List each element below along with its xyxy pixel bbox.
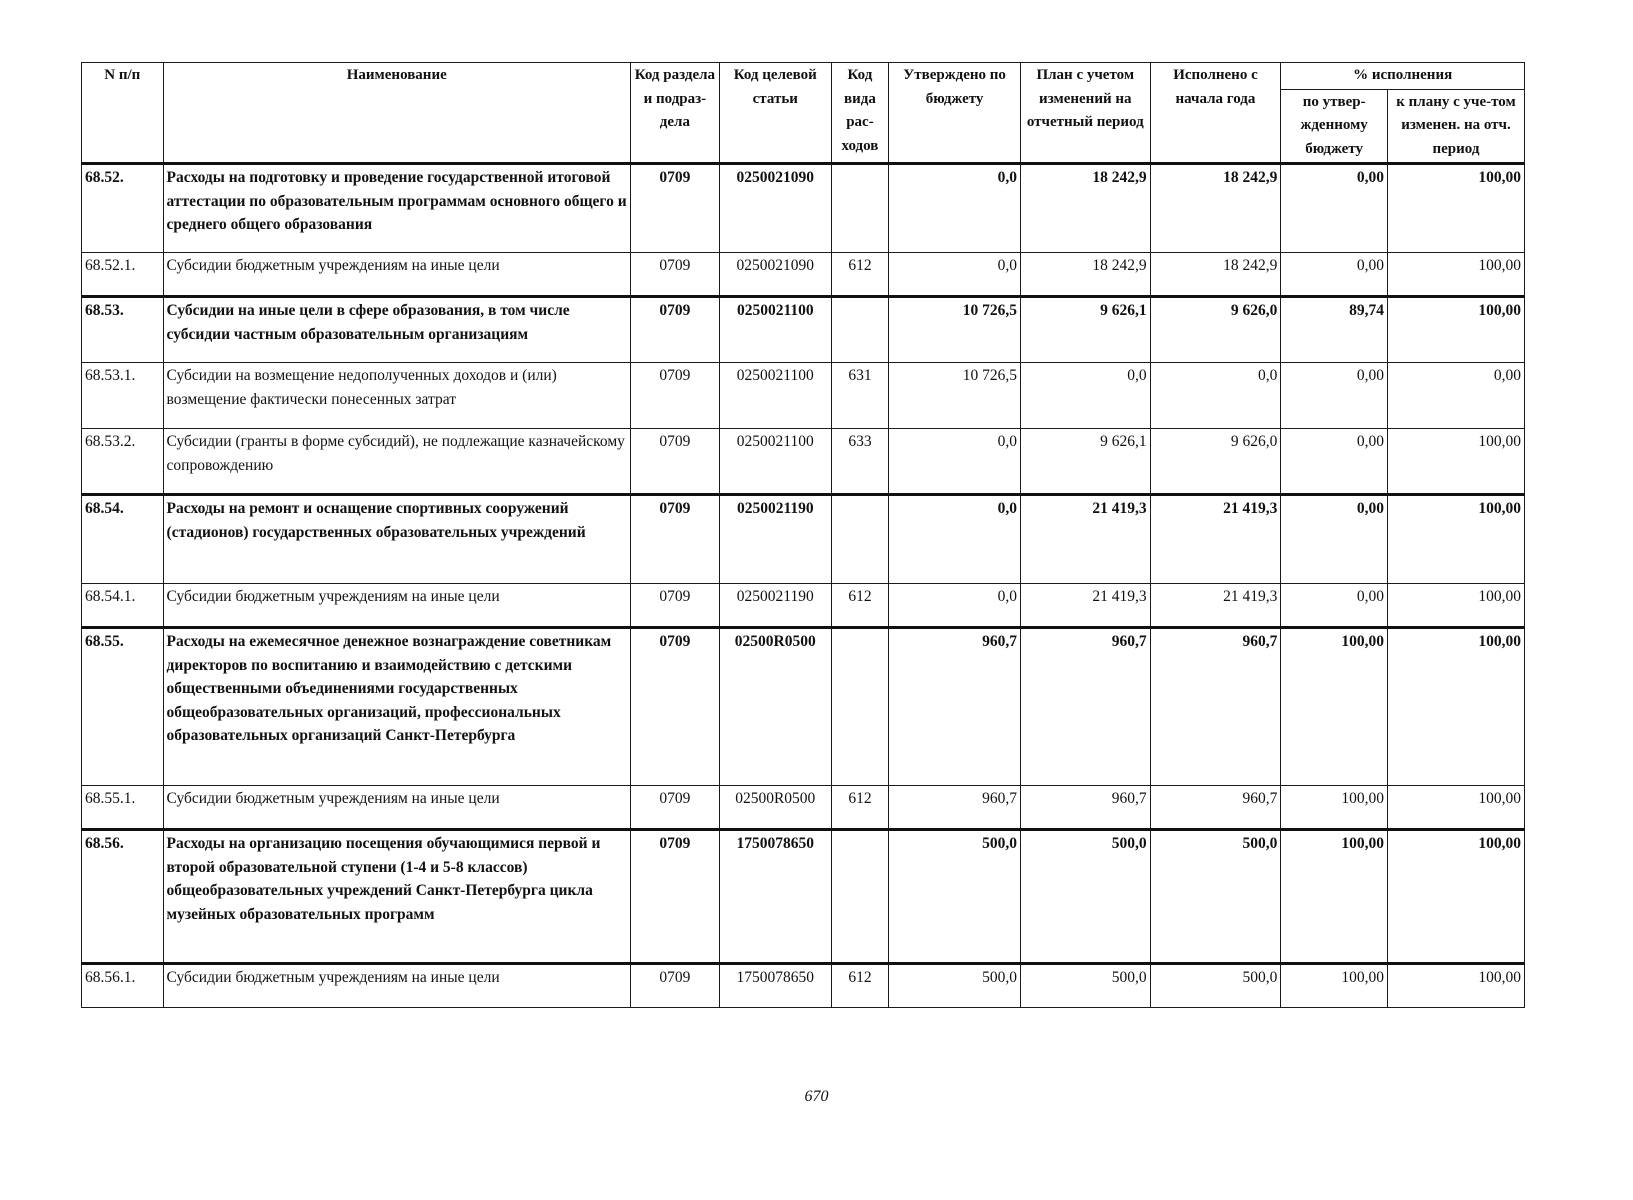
row-executed: 9 626,0 <box>1150 297 1281 363</box>
row-pct-approved: 0,00 <box>1281 495 1388 584</box>
row-approved: 960,7 <box>889 786 1021 830</box>
row-target-code: 02500R0500 <box>719 786 831 830</box>
row-kind-code: 612 <box>831 584 889 628</box>
row-executed: 21 419,3 <box>1150 495 1281 584</box>
row-approved: 10 726,5 <box>889 297 1021 363</box>
row-pct-approved: 0,00 <box>1281 164 1388 253</box>
header-pct-plan: к плану с уче-том изменен. на отч. период <box>1387 89 1524 164</box>
row-pct-plan: 100,00 <box>1387 584 1524 628</box>
table-row <box>82 363 1525 429</box>
row-section-code: 0709 <box>630 363 719 429</box>
table-header <box>82 63 1525 164</box>
header-num: N п/п <box>82 63 164 164</box>
row-pct-approved: 0,00 <box>1281 429 1388 495</box>
row-pct-plan: 100,00 <box>1387 164 1524 253</box>
row-num: 68.53.2. <box>82 429 164 495</box>
table-row <box>82 964 1525 1008</box>
header-section-code: Код раздела и подраз-дела <box>630 63 719 164</box>
row-target-code: 0250021190 <box>719 584 831 628</box>
header-percent: % исполнения <box>1281 63 1525 90</box>
row-target-code: 0250021100 <box>719 429 831 495</box>
row-executed: 960,7 <box>1150 786 1281 830</box>
row-plan: 9 626,1 <box>1020 297 1150 363</box>
row-kind-code: 631 <box>831 363 889 429</box>
row-kind-code: 633 <box>831 429 889 495</box>
header-plan: План с учетом изменений на отчетный период <box>1020 63 1150 164</box>
row-num: 68.56. <box>82 830 164 964</box>
row-section-code: 0709 <box>630 164 719 253</box>
row-num: 68.55.1. <box>82 786 164 830</box>
row-approved: 0,0 <box>889 584 1021 628</box>
row-name: Расходы на ремонт и оснащение спортивных сооружений (стадионов) государственных образовательных учреждений <box>163 495 630 584</box>
row-executed: 0,0 <box>1150 363 1281 429</box>
row-approved: 0,0 <box>889 429 1021 495</box>
row-pct-approved: 89,74 <box>1281 297 1388 363</box>
header-target-code: Код целевой статьи <box>719 63 831 164</box>
row-pct-approved: 0,00 <box>1281 253 1388 297</box>
row-num: 68.55. <box>82 628 164 786</box>
row-target-code: 0250021100 <box>719 297 831 363</box>
row-approved: 500,0 <box>889 830 1021 964</box>
row-section-code: 0709 <box>630 584 719 628</box>
row-plan: 18 242,9 <box>1020 164 1150 253</box>
header-executed: Исполнено с начала года <box>1150 63 1281 164</box>
row-section-code: 0709 <box>630 786 719 830</box>
table-row <box>82 297 1525 363</box>
row-pct-plan: 100,00 <box>1387 786 1524 830</box>
row-executed: 18 242,9 <box>1150 164 1281 253</box>
row-executed: 960,7 <box>1150 628 1281 786</box>
row-num: 68.52. <box>82 164 164 253</box>
row-target-code: 0250021090 <box>719 253 831 297</box>
row-name: Субсидии бюджетным учреждениям на иные цели <box>163 253 630 297</box>
row-name: Расходы на ежемесячное денежное вознаграждение советникам директоров по воспитанию и взаимодействию с детскими общественными объединениями государственных общеобразовательных организаций, профессиональных образовательных организаций Санкт-Петербурга <box>163 628 630 786</box>
row-target-code: 0250021090 <box>719 164 831 253</box>
row-pct-plan: 100,00 <box>1387 253 1524 297</box>
row-plan: 500,0 <box>1020 830 1150 964</box>
row-section-code: 0709 <box>630 429 719 495</box>
row-executed: 500,0 <box>1150 964 1281 1008</box>
row-plan: 9 626,1 <box>1020 429 1150 495</box>
row-target-code: 0250021190 <box>719 495 831 584</box>
row-executed: 18 242,9 <box>1150 253 1281 297</box>
row-plan: 21 419,3 <box>1020 584 1150 628</box>
table-row <box>82 830 1525 964</box>
table-row <box>82 429 1525 495</box>
row-name: Субсидии на возмещение недополученных доходов и (или) возмещение фактически понесенных затрат <box>163 363 630 429</box>
row-plan: 500,0 <box>1020 964 1150 1008</box>
row-approved: 960,7 <box>889 628 1021 786</box>
row-num: 68.52.1. <box>82 253 164 297</box>
row-pct-approved: 100,00 <box>1281 830 1388 964</box>
row-plan: 0,0 <box>1020 363 1150 429</box>
row-approved: 10 726,5 <box>889 363 1021 429</box>
row-kind-code: 612 <box>831 786 889 830</box>
row-plan: 18 242,9 <box>1020 253 1150 297</box>
row-num: 68.54. <box>82 495 164 584</box>
row-executed: 21 419,3 <box>1150 584 1281 628</box>
header-kind-code: Код вида рас-ходов <box>831 63 889 164</box>
table-row <box>82 786 1525 830</box>
row-name: Субсидии бюджетным учреждениям на иные цели <box>163 786 630 830</box>
row-pct-approved: 100,00 <box>1281 628 1388 786</box>
page-number: 670 <box>804 1088 829 1105</box>
header-pct-approved: по утвер-жденному бюджету <box>1281 89 1388 164</box>
header-approved: Утверждено по бюджету <box>889 63 1021 164</box>
row-executed: 9 626,0 <box>1150 429 1281 495</box>
row-kind-code: 612 <box>831 253 889 297</box>
row-section-code: 0709 <box>630 495 719 584</box>
table-body <box>82 164 1525 1008</box>
row-pct-approved: 100,00 <box>1281 964 1388 1008</box>
row-name: Субсидии на иные цели в сфере образования, в том числе субсидии частным образовательным организациям <box>163 297 630 363</box>
row-kind-code <box>831 628 889 786</box>
row-name: Расходы на подготовку и проведение государственной итоговой аттестации по образовательным программам основного общего и среднего общего образования <box>163 164 630 253</box>
row-pct-plan: 0,00 <box>1387 363 1524 429</box>
row-pct-plan: 100,00 <box>1387 429 1524 495</box>
row-plan: 960,7 <box>1020 786 1150 830</box>
table-row <box>82 628 1525 786</box>
row-name: Субсидии (гранты в форме субсидий), не подлежащие казначейскому сопровождению <box>163 429 630 495</box>
row-target-code: 1750078650 <box>719 830 831 964</box>
row-num: 68.53. <box>82 297 164 363</box>
row-num: 68.54.1. <box>82 584 164 628</box>
table-row <box>82 164 1525 253</box>
row-section-code: 0709 <box>630 964 719 1008</box>
row-kind-code <box>831 164 889 253</box>
row-name: Субсидии бюджетным учреждениям на иные цели <box>163 964 630 1008</box>
row-target-code: 1750078650 <box>719 964 831 1008</box>
row-plan: 21 419,3 <box>1020 495 1150 584</box>
row-approved: 0,0 <box>889 164 1021 253</box>
row-target-code: 0250021100 <box>719 363 831 429</box>
row-target-code: 02500R0500 <box>719 628 831 786</box>
row-num: 68.56.1. <box>82 964 164 1008</box>
table-row <box>82 584 1525 628</box>
row-pct-plan: 100,00 <box>1387 297 1524 363</box>
row-approved: 0,0 <box>889 253 1021 297</box>
budget-execution-table <box>81 62 1525 1008</box>
row-kind-code <box>831 297 889 363</box>
table-row <box>82 253 1525 297</box>
row-kind-code: 612 <box>831 964 889 1008</box>
row-section-code: 0709 <box>630 628 719 786</box>
row-executed: 500,0 <box>1150 830 1281 964</box>
row-approved: 500,0 <box>889 964 1021 1008</box>
row-kind-code <box>831 830 889 964</box>
header-name: Наименование <box>163 63 630 164</box>
row-plan: 960,7 <box>1020 628 1150 786</box>
row-num: 68.53.1. <box>82 363 164 429</box>
row-pct-approved: 0,00 <box>1281 363 1388 429</box>
row-name: Субсидии бюджетным учреждениям на иные цели <box>163 584 630 628</box>
row-pct-plan: 100,00 <box>1387 628 1524 786</box>
row-pct-plan: 100,00 <box>1387 964 1524 1008</box>
row-pct-plan: 100,00 <box>1387 495 1524 584</box>
table-row <box>82 495 1525 584</box>
row-section-code: 0709 <box>630 253 719 297</box>
row-approved: 0,0 <box>889 495 1021 584</box>
row-section-code: 0709 <box>630 297 719 363</box>
row-kind-code <box>831 495 889 584</box>
row-pct-approved: 0,00 <box>1281 584 1388 628</box>
row-name: Расходы на организацию посещения обучающимися первой и второй образовательной ступени (1-4 и 5-8 классов) общеобразовательных учреждений Санкт-Петербурга цикла музейных образовательных программ <box>163 830 630 964</box>
row-pct-approved: 100,00 <box>1281 786 1388 830</box>
row-section-code: 0709 <box>630 830 719 964</box>
row-pct-plan: 100,00 <box>1387 830 1524 964</box>
